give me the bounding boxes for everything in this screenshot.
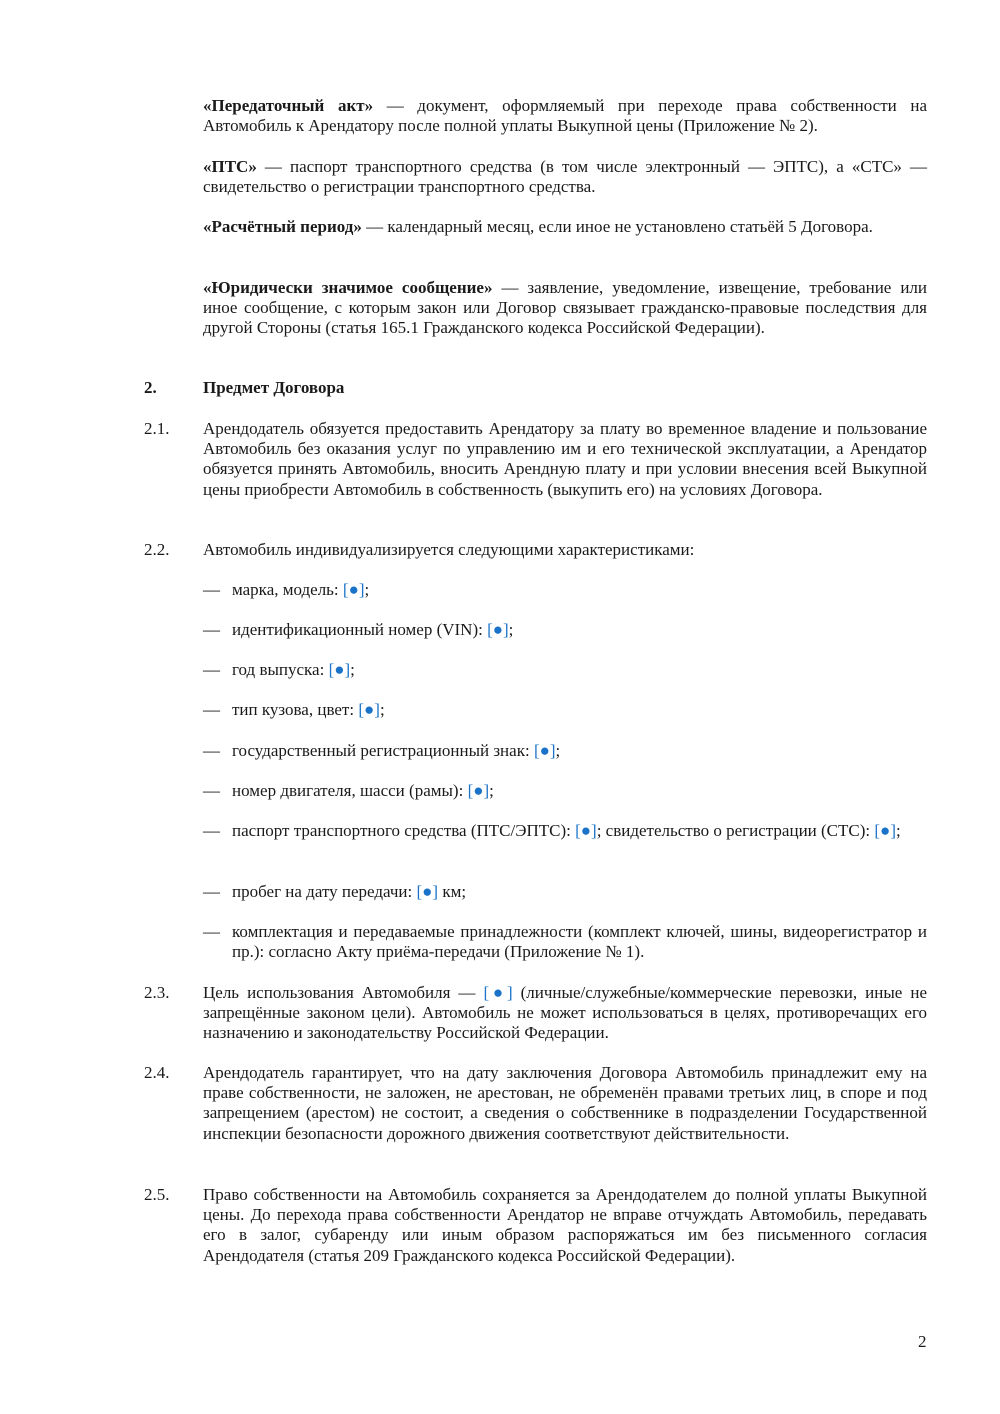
bullet-year: [232, 660, 927, 680]
definition-text: — документ, оформляемый при переходе права собственности на Автомобиль к Арендатору после полной уплаты Выкупной цены (Приложение № 2).: [203, 96, 927, 136]
placeholder-marker: [●]: [575, 821, 597, 840]
definition-term: «Передаточный акт»: [203, 96, 374, 115]
placeholder-marker: [●]: [358, 700, 380, 719]
placeholder-marker: [●]: [487, 620, 509, 639]
bullet-text: км;: [438, 882, 467, 901]
bullet-text: ;: [489, 781, 494, 800]
placeholder-marker: [●]: [467, 781, 490, 800]
placeholder-marker: [●]: [328, 660, 351, 679]
bullet-vin: [232, 620, 927, 640]
clause-number-2-2: 2.2.: [144, 540, 170, 559]
bullet-text: тип кузова, цвет:: [232, 700, 359, 719]
bullet-text: номер двигателя, шасси (рамы):: [232, 781, 468, 800]
bullet-dash: —: [203, 580, 220, 599]
clause-number-2-3: 2.3.: [144, 983, 170, 1002]
placeholder-marker: [●]: [533, 741, 556, 760]
clause-text-2-4: Арендодатель гарантирует, что на дату заключения Договора Автомобиль принадлежит ему на праве собственности, не заложен, не арестован, не обременён правами третьих лиц, в споре и под запрещением (арестом) не состоит, а сведения о собственнике в подразделении Государственной инспекции безопасности дорожного движения соответствуют действительности.: [203, 1063, 927, 1143]
clause-number-2-5: 2.5.: [144, 1185, 170, 1204]
clause-text: Цель использования Автомобиля —: [203, 983, 484, 1002]
bullet-mileage: [232, 882, 927, 902]
bullet-text: ;: [379, 700, 385, 719]
placeholder-marker: [●]: [874, 821, 896, 840]
definition-text: — календарный месяц, если иное не установлено статьёй 5 Договора.: [361, 217, 873, 236]
clause-text-2-2: Автомобиль индивидуализируется следующими характеристиками:: [203, 540, 695, 559]
bullet-text: пробег на дату передачи:: [232, 882, 417, 901]
bullet-dash: —: [203, 741, 220, 760]
clause-number-2-4: 2.4.: [144, 1063, 170, 1082]
definition-term: «ПТС»: [203, 157, 257, 176]
placeholder-marker: [●]: [342, 580, 365, 599]
bullet-dash: —: [203, 821, 220, 840]
bullet-text: идентификационный номер (VIN):: [232, 620, 488, 639]
bullet-make-model: [232, 580, 927, 600]
bullet-plate: [232, 741, 927, 761]
page-number: 2: [918, 1332, 927, 1351]
bullet-body-color: [232, 700, 927, 720]
bullet-dash: —: [203, 660, 220, 679]
bullet-pts-sts: [232, 821, 927, 841]
bullet-text: ;: [508, 620, 514, 639]
definition-term: «Юридически значимое сообщение»: [203, 278, 493, 297]
bullet-equipment: комплектация и передаваемые принадлежности (комплект ключей, шины, видеорегистратор и пр.): согласно Акту приёма-передачи (Приложение № 1).: [232, 922, 927, 962]
bullet-dash: —: [203, 620, 220, 639]
section-number: 2.: [144, 378, 157, 397]
bullet-dash: —: [203, 700, 220, 719]
bullet-text: ;: [555, 741, 561, 760]
definition-transfer-act: [203, 96, 927, 136]
bullet-text: паспорт транспортного средства (ПТС/ЭПТС):: [232, 821, 576, 840]
bullet-dash: —: [203, 922, 220, 941]
clause-text-2-5: Право собственности на Автомобиль сохраняется за Арендодателем до полной уплаты Выкупной цены. До перехода права собственности Арендатор не вправе отчуждать Автомобиль, передавать его в залог, субаренду или иным образом распоряжаться им без письменного согласия Арендодателя (статья 209 Гражданского кодекса Российской Федерации).: [203, 1185, 927, 1265]
bullet-engine-chassis: [232, 781, 927, 801]
bullet-text: ;: [364, 580, 370, 599]
definition-text: — паспорт транспортного средства (в том числе электронный — ЭПТС), а «СТС» — свидетельство о регистрации транспортного средства.: [203, 157, 927, 197]
bullet-dash: —: [203, 781, 220, 800]
definition-text: — заявление, уведомление, извещение, требование или иное сообщение, с которым закон или Договор связывает гражданско-правовые последствия для другой Стороны (статья 165.1 Гражданского кодекса Российской Федерации).: [203, 278, 927, 338]
bullet-text: ;: [895, 821, 901, 840]
bullet-text: ;: [350, 660, 355, 679]
placeholder-marker: [●]: [416, 882, 439, 901]
bullet-text: год выпуска:: [232, 660, 329, 679]
clause-number-2-1: 2.1.: [144, 419, 170, 438]
definition-term: «Расчётный период»: [203, 217, 362, 236]
definition-pts: [203, 157, 927, 197]
bullet-text: ; свидетельство о регистрации (СТС):: [596, 821, 875, 840]
placeholder-marker: [●]: [483, 983, 513, 1002]
section-title: Предмет Договора: [203, 378, 345, 397]
clause-text: (личные/служебные/коммерческие перевозки, иные не запрещённые законом цели). Автомобиль не может использоваться в целях, противоречащих его назначению и законодательству Российской Федерации.: [203, 983, 928, 1043]
definition-settlement-period: [203, 217, 927, 237]
definition-legal-message: [203, 278, 927, 339]
bullet-dash: —: [203, 882, 220, 901]
bullet-text: марка, модель:: [232, 580, 343, 599]
bullet-text: государственный регистрационный знак:: [232, 741, 534, 760]
clause-text-2-1: Арендодатель обязуется предоставить Арендатору за плату во временное владение и пользование Автомобиль без оказания услуг по управлению им и его технической эксплуатации, а Арендатор обязуется принять Автомобиль, вносить Арендную плату и при условии внесения всей Выкупной цены приобрести Автомобиль в собственность (выкупить его) на условиях Договора.: [203, 419, 927, 499]
clause-text-2-3: [203, 983, 927, 1044]
